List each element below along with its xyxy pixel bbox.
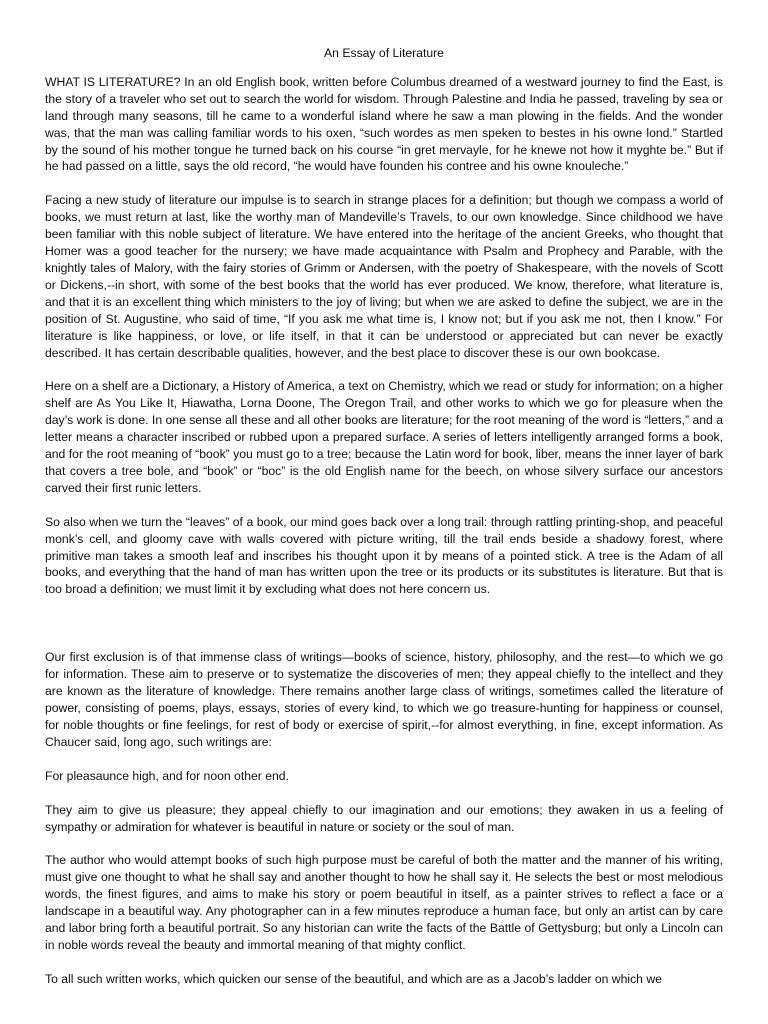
section-spacer [45,615,723,649]
paragraph-leaves-of-book: So also when we turn the “leaves” of a book, our mind goes back over a long trail: through rattling printing-shop, and peaceful monk’s cell, and gloomy cave with walls covered with picture writing, till the trail ends beside a shadowy forest, where primitive man takes a smooth leaf and inscribes his thought upon it by means of a pointed stick. A tree is the Adam of all books, and everything that the hand of man has written upon the tree or its products or its substitutes is literature. But that is too broad a definition; we must limit it by excluding what does not here concern us. [45,514,723,597]
paragraph-cut-off: To all such written works, which quicken our sense of the beautiful, and which are as a Jacob’s ladder on which we [45,971,662,986]
paragraph-chaucer-quote: For pleasaunce high, and for noon other end. [45,768,289,783]
paragraph-author-purpose: The author who would attempt books of such high purpose must be careful of both the matter and the manner of his writing, must give one thought to what he shall say and another thought to how he shall say it. He selects the best or most melodious words, the finest figures, and aims to make his story or poem beautiful in itself, as a painter strives to reflect a face or a landscape in a beautiful way. Any photographer can in a few minutes reproduce a human face, but only an artist can by care and labor bring forth a beautiful portrait. So any historian can write the facts of the Battle of Gettysburg; but only a Lincoln can in noble words reveal the beauty and immortal meaning of that mighty conflict. [45,853,723,952]
document-page [45,45,723,988]
paragraph-first-exclusion: Our first exclusion is of that immense class of writings—books of science, history, philosophy, and the rest—to which we go for information. These aim to preserve or to systematize the discoveries of men; they appeal chiefly to the intellect and they are known as the literature of knowledge. There remains another large class of writings, sometimes called the literature of power, consisting of poems, plays, essays, stories of every kind, to which we go treasure-hunting for happiness or counsel, for noble thoughts or fine feelings, for rest of body or exercise of spirit,--for almost everything, in fine, except information. As Chaucer said, long ago, such writings are: [45,650,723,749]
paragraph-facing-new-study: Facing a new study of literature our impulse is to search in strange places for a definition; but though we compass a world of books, we must return at last, like the worthy man of Mandeville’s Travels, to our own knowledge. Since childhood we have been familiar with this noble subject of literature. We have entered into the heritage of the ancient Greeks, who thought that Homer was a good teacher for the nursery; we have made acquaintance with Psalm and Prophecy and Parable, with the knightly tales of Malory, with the fairy stories of Grimm or Andersen, with the poetry of Shakespeare, with the novels of Scott or Dickens,--in short, with some of the best books that the world has ever produced. We know, therefore, what literature is, and that it is an excellent thing which ministers to the joy of living; but when we are asked to define the subject, we are in the position of St. Augustine, who said of time, “If you ask me what time is, I know not; but if you ask me not, then I know.” For literature is like happiness, or love, or life itself, in that it can be understood or appreciated but can never be exactly described. It has certain describable qualities, however, and the best place to discover these is our own bookcase. [45,193,723,360]
paragraph-what-is-literature: WHAT IS LITERATURE? In an old English book, written before Columbus dreamed of a westward journey to find the East, is the story of a traveler who set out to search the world for wisdom. Through Palestine and India he passed, traveling by sea or land through many seasons, till he came to a wonderful island where he saw a man plowing in the fields. And the wonder was, that the man was calling familiar words to his oxen, “such wordes as men speken to bestes in his owne lond.” Startled by the sound of his mother tongue he turned back on his course “in gret mervayle, for he knewe not how it myghte be.” But if he had passed on a little, says the old record, “he would have founden his contree and his owne knouleche.” [45,74,723,174]
paragraph-bookshelf: Here on a shelf are a Dictionary, a History of America, a text on Chemistry, which we read or study for information; on a higher shelf are As You Like It, Hiawatha, Lorna Doone, The Oregon Trail, and other works to which we go for pleasure when the day’s work is done. In one sense all these and all other books are literature; for the root meaning of the word is “letters,” and a letter means a character inscribed or rubbed upon a prepared surface. A series of letters intelligently arranged forms a book, and for the root meaning of “book” you must go to a tree; because the Latin word for book, liber, means the inner layer of bark that covers a tree bole, and “book” or “boc” is the old English name for the beech, on whose silvery surface our ancestors carved their first runic letters. [45,379,723,495]
document-title: An Essay of Literature [324,46,444,60]
paragraph-aim-pleasure: They aim to give us pleasure; they appeal chiefly to our imagination and our emotions; they awaken in us a feeling of sympathy or admiration for whatever is beautiful in nature or society or the soul of man. [45,802,723,834]
